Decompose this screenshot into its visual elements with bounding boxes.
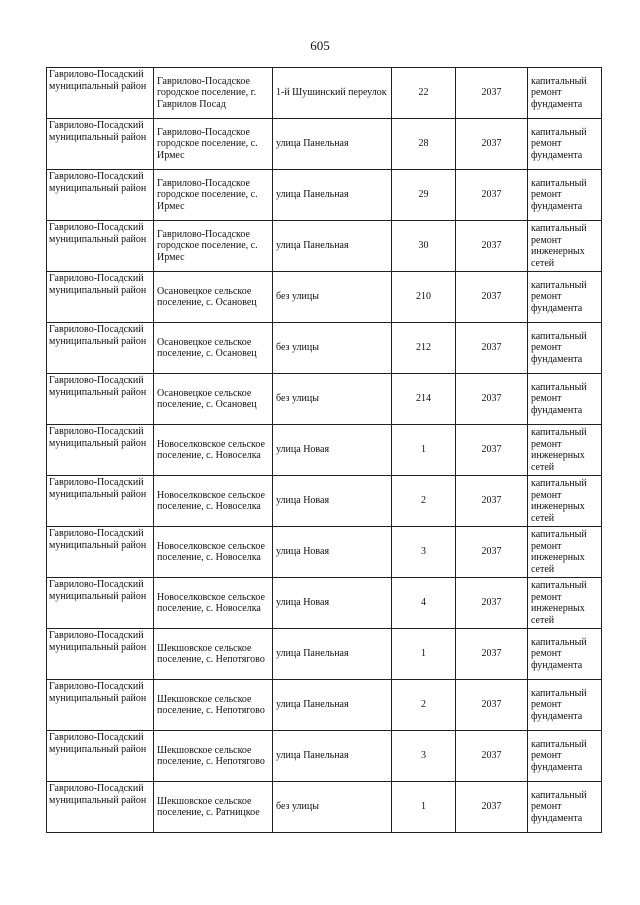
house-number-cell: 214 xyxy=(392,374,456,425)
table-row xyxy=(47,272,602,323)
street-cell: улица Новая xyxy=(273,476,392,527)
street-cell: улица Новая xyxy=(273,578,392,629)
year-cell: 2037 xyxy=(456,629,528,680)
house-number-cell: 1 xyxy=(392,425,456,476)
house-number-cell: 2 xyxy=(392,476,456,527)
street-cell: без улицы xyxy=(273,374,392,425)
district-cell: Гаврилово-Посадский муниципальный район xyxy=(47,119,154,170)
year-cell: 2037 xyxy=(456,425,528,476)
work-type-cell: капитальный ремонт фундамента xyxy=(528,680,602,731)
year-cell: 2037 xyxy=(456,119,528,170)
table-row xyxy=(47,323,602,374)
house-number-cell: 3 xyxy=(392,527,456,578)
house-number-cell: 4 xyxy=(392,578,456,629)
settlement-cell: Новоселковское сельское поселение, с. Новоселка xyxy=(154,578,273,629)
settlement-cell: Осановецкое сельское поселение, с. Осановец xyxy=(154,323,273,374)
settlement-cell: Новоселковское сельское поселение, с. Новоселка xyxy=(154,476,273,527)
table-row xyxy=(47,221,602,272)
year-cell: 2037 xyxy=(456,68,528,119)
table-row xyxy=(47,119,602,170)
district-cell: Гаврилово-Посадский муниципальный район xyxy=(47,578,154,629)
work-type-cell: капитальный ремонт инженерных сетей xyxy=(528,476,602,527)
district-cell: Гаврилово-Посадский муниципальный район xyxy=(47,629,154,680)
year-cell: 2037 xyxy=(456,221,528,272)
year-cell: 2037 xyxy=(456,272,528,323)
district-cell: Гаврилово-Посадский муниципальный район xyxy=(47,374,154,425)
house-number-cell: 28 xyxy=(392,119,456,170)
house-number-cell: 29 xyxy=(392,170,456,221)
house-number-cell: 22 xyxy=(392,68,456,119)
work-type-cell: капитальный ремонт фундамента xyxy=(528,170,602,221)
house-number-cell: 210 xyxy=(392,272,456,323)
table-row xyxy=(47,374,602,425)
year-cell: 2037 xyxy=(456,578,528,629)
table-row xyxy=(47,425,602,476)
year-cell: 2037 xyxy=(456,374,528,425)
table-row xyxy=(47,680,602,731)
settlement-cell: Гаврилово-Посадское городское поселение, с. Ирмес xyxy=(154,119,273,170)
housing-repair-table xyxy=(46,67,602,833)
work-type-cell: капитальный ремонт фундамента xyxy=(528,731,602,782)
district-cell: Гаврилово-Посадский муниципальный район xyxy=(47,680,154,731)
settlement-cell: Осановецкое сельское поселение, с. Осановец xyxy=(154,272,273,323)
settlement-cell: Осановецкое сельское поселение, с. Осановец xyxy=(154,374,273,425)
table-row xyxy=(47,782,602,833)
district-cell: Гаврилово-Посадский муниципальный район xyxy=(47,425,154,476)
table-body xyxy=(47,68,602,833)
district-cell: Гаврилово-Посадский муниципальный район xyxy=(47,782,154,833)
table-row xyxy=(47,476,602,527)
work-type-cell: капитальный ремонт фундамента xyxy=(528,68,602,119)
street-cell: без улицы xyxy=(273,782,392,833)
settlement-cell: Шекшовское сельское поселение, с. Непотягово xyxy=(154,731,273,782)
settlement-cell: Новоселковское сельское поселение, с. Новоселка xyxy=(154,425,273,476)
street-cell: улица Панельная xyxy=(273,629,392,680)
work-type-cell: капитальный ремонт инженерных сетей xyxy=(528,578,602,629)
work-type-cell: капитальный ремонт фундамента xyxy=(528,629,602,680)
settlement-cell: Шекшовское сельское поселение, с. Непотягово xyxy=(154,629,273,680)
table-row xyxy=(47,68,602,119)
house-number-cell: 3 xyxy=(392,731,456,782)
year-cell: 2037 xyxy=(456,170,528,221)
work-type-cell: капитальный ремонт фундамента xyxy=(528,323,602,374)
street-cell: улица Панельная xyxy=(273,680,392,731)
work-type-cell: капитальный ремонт инженерных сетей xyxy=(528,221,602,272)
street-cell: улица Панельная xyxy=(273,170,392,221)
work-type-cell: капитальный ремонт фундамента xyxy=(528,272,602,323)
year-cell: 2037 xyxy=(456,323,528,374)
year-cell: 2037 xyxy=(456,476,528,527)
settlement-cell: Гаврилово-Посадское городское поселение, с. Ирмес xyxy=(154,170,273,221)
street-cell: улица Новая xyxy=(273,425,392,476)
street-cell: без улицы xyxy=(273,272,392,323)
settlement-cell: Шекшовское сельское поселение, с. Ратницкое xyxy=(154,782,273,833)
house-number-cell: 212 xyxy=(392,323,456,374)
house-number-cell: 30 xyxy=(392,221,456,272)
year-cell: 2037 xyxy=(456,731,528,782)
house-number-cell: 2 xyxy=(392,680,456,731)
work-type-cell: капитальный ремонт инженерных сетей xyxy=(528,425,602,476)
year-cell: 2037 xyxy=(456,527,528,578)
work-type-cell: капитальный ремонт фундамента xyxy=(528,374,602,425)
table-row xyxy=(47,731,602,782)
district-cell: Гаврилово-Посадский муниципальный район xyxy=(47,731,154,782)
street-cell: улица Панельная xyxy=(273,119,392,170)
district-cell: Гаврилово-Посадский муниципальный район xyxy=(47,68,154,119)
settlement-cell: Новоселковское сельское поселение, с. Новоселка xyxy=(154,527,273,578)
street-cell: улица Новая xyxy=(273,527,392,578)
house-number-cell: 1 xyxy=(392,629,456,680)
district-cell: Гаврилово-Посадский муниципальный район xyxy=(47,272,154,323)
district-cell: Гаврилово-Посадский муниципальный район xyxy=(47,527,154,578)
table-row xyxy=(47,578,602,629)
table-row xyxy=(47,170,602,221)
year-cell: 2037 xyxy=(456,782,528,833)
district-cell: Гаврилово-Посадский муниципальный район xyxy=(47,170,154,221)
table-row xyxy=(47,629,602,680)
settlement-cell: Гаврилово-Посадское городское поселение, г. Гаврилов Посад xyxy=(154,68,273,119)
settlement-cell: Гаврилово-Посадское городское поселение, с. Ирмес xyxy=(154,221,273,272)
settlement-cell: Шекшовское сельское поселение, с. Непотягово xyxy=(154,680,273,731)
work-type-cell: капитальный ремонт инженерных сетей xyxy=(528,527,602,578)
district-cell: Гаврилово-Посадский муниципальный район xyxy=(47,221,154,272)
house-number-cell: 1 xyxy=(392,782,456,833)
street-cell: без улицы xyxy=(273,323,392,374)
work-type-cell: капитальный ремонт фундамента xyxy=(528,119,602,170)
street-cell: улица Панельная xyxy=(273,221,392,272)
table-row xyxy=(47,527,602,578)
street-cell: 1-й Шушинский переулок xyxy=(273,68,392,119)
year-cell: 2037 xyxy=(456,680,528,731)
district-cell: Гаврилово-Посадский муниципальный район xyxy=(47,476,154,527)
district-cell: Гаврилово-Посадский муниципальный район xyxy=(47,323,154,374)
page-number: 605 xyxy=(310,38,330,53)
street-cell: улица Панельная xyxy=(273,731,392,782)
work-type-cell: капитальный ремонт фундамента xyxy=(528,782,602,833)
